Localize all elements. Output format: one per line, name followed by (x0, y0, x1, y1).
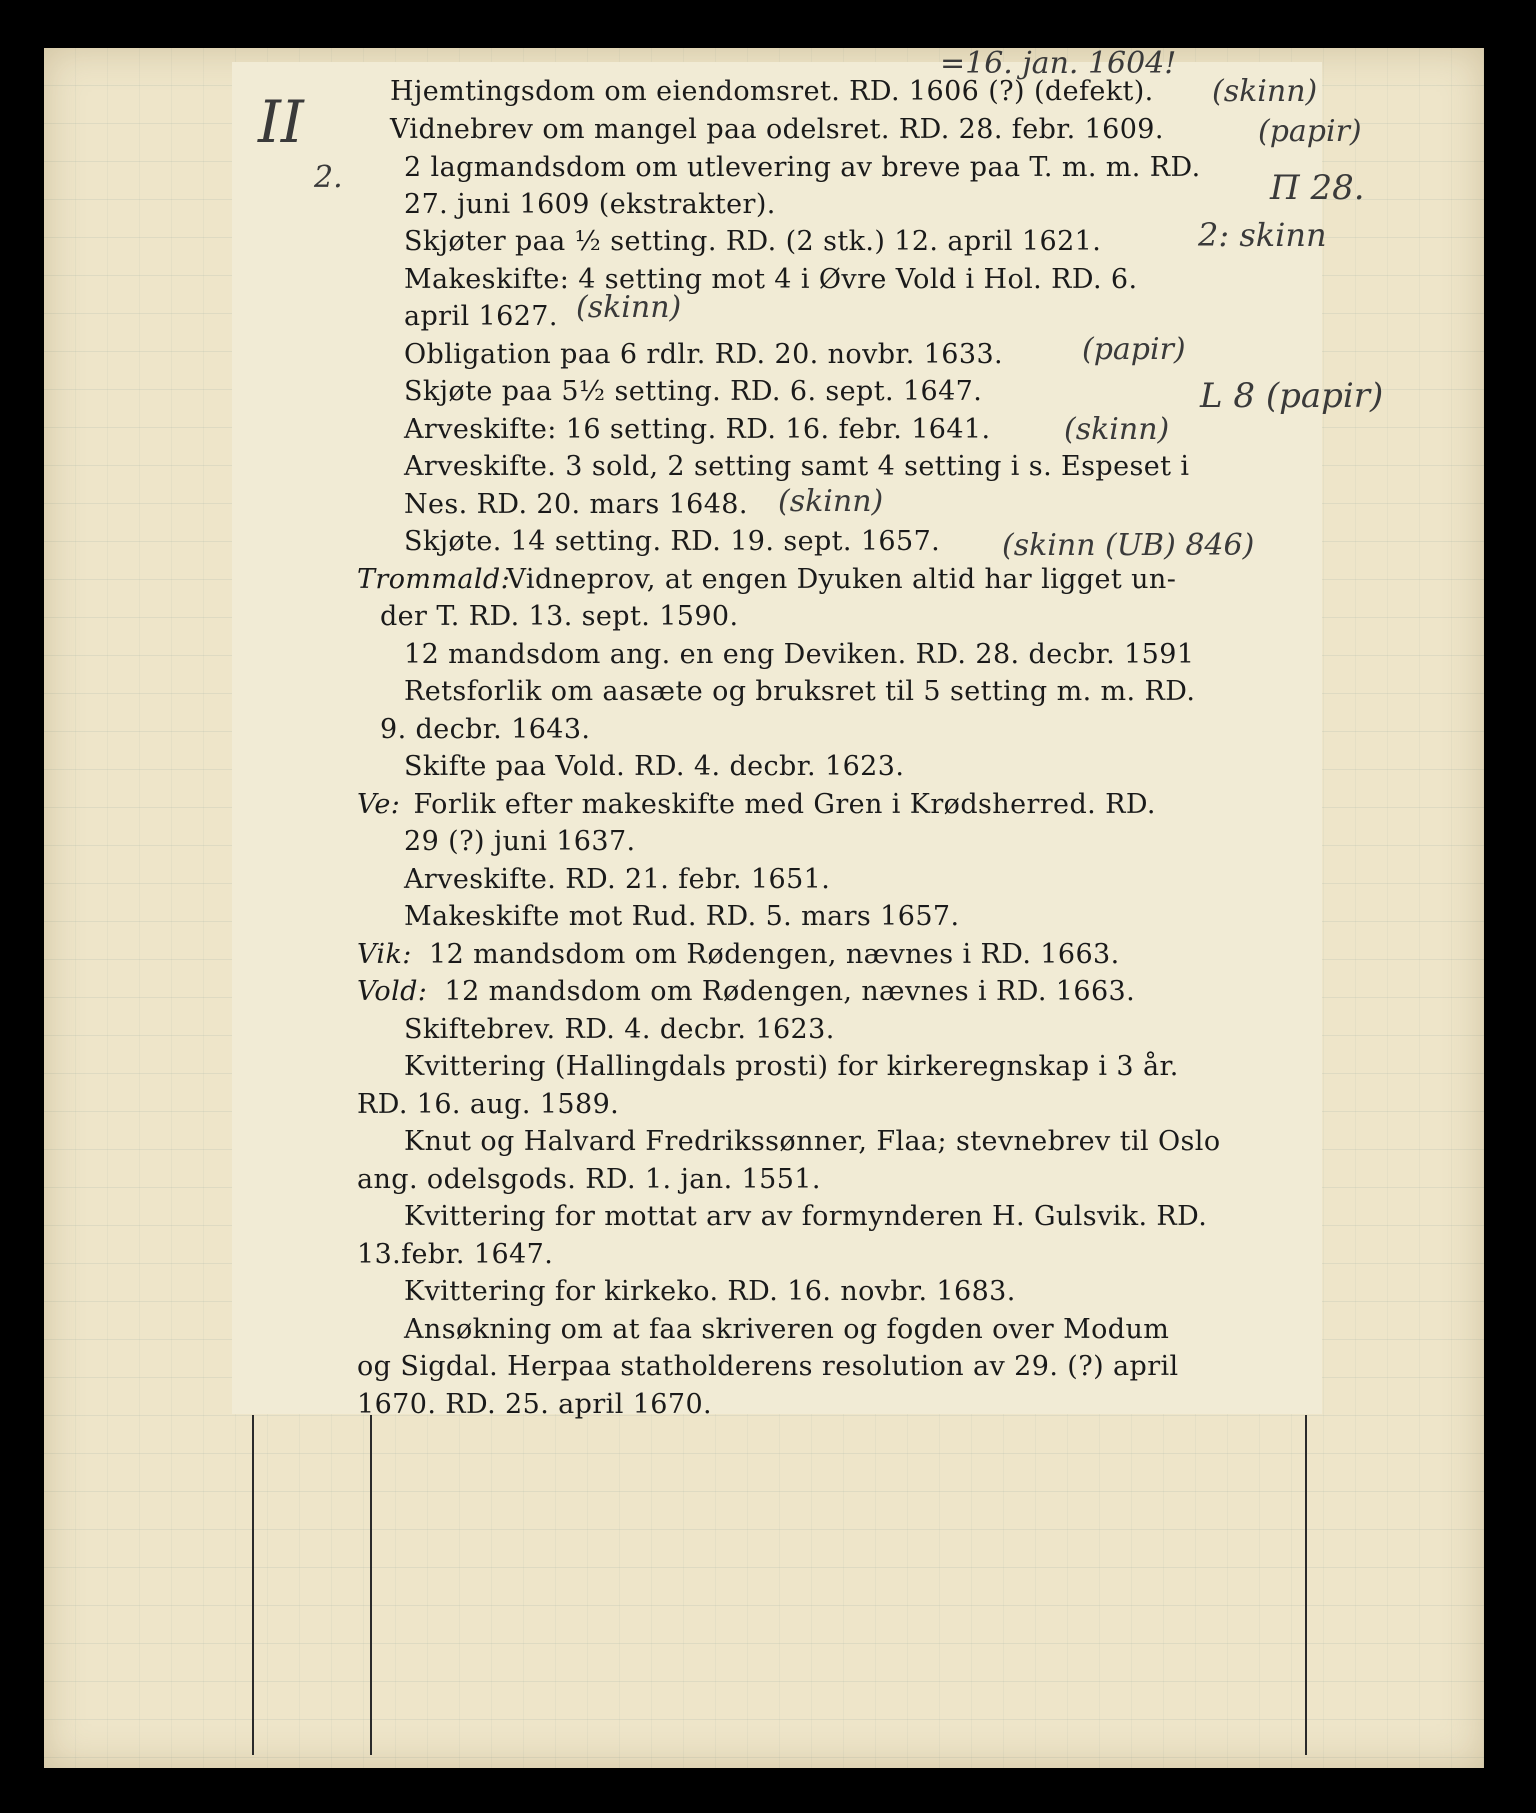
entry-text: Skjøter paa ½ setting. RD. (2 stk.) 12. april 1621. (404, 226, 1102, 257)
handwritten-roman-numeral: II (258, 88, 304, 156)
entry-text: der T. RD. 13. sept. 1590. (380, 601, 739, 632)
entry-text: Nes. RD. 20. mars 1648. (404, 489, 748, 520)
handwritten-note-7: L 8 (papir) (1200, 376, 1384, 416)
handwritten-note-8: (skinn) (1064, 412, 1170, 447)
entry-text: 12 mandsdom ang. en eng Deviken. RD. 28. decbr. 1591 (404, 639, 1195, 670)
entry-farm-label: Vold: (357, 976, 428, 1007)
handwritten-note-2: (papir) (1258, 114, 1362, 149)
entry-text: 29 (?) juni 1637. (404, 826, 636, 857)
entry-text: 12 mandsdom om Rødengen, nævnes i RD. 1663. (444, 976, 1136, 1007)
entry-text: Forlik efter makeskifte med Gren i Krødsherred. RD. (413, 789, 1156, 820)
entry-text: Vidneprov, at engen Dyuken altid har ligget un- (506, 564, 1177, 595)
entry-text: Obligation paa 6 rdlr. RD. 20. novbr. 1633. (404, 339, 1004, 370)
entry-text: Kvittering for kirkeko. RD. 16. novbr. 1683. (404, 1276, 1016, 1307)
entry-text: og Sigdal. Herpaa statholderens resolution av 29. (?) april (357, 1351, 1179, 1382)
entry-text: 27. juni 1609 (ekstrakter). (404, 189, 776, 220)
entry-text: 1670. RD. 25. april 1670. (357, 1389, 713, 1420)
entry-text: Arveskifte: 16 setting. RD. 16. febr. 1641. (404, 414, 991, 445)
entry-text: Arveskifte. 3 sold, 2 setting samt 4 setting i s. Espeset i (404, 451, 1190, 482)
entry-text: Retsforlik om aasæte og bruksret til 5 setting m. m. RD. (404, 676, 1196, 707)
entry-text: 12 mandsdom om Rødengen, nævnes i RD. 1663. (429, 939, 1120, 970)
entry-text: Knut og Halvard Fredrikssønner, Flaa; stevnebrev til Oslo (404, 1126, 1221, 1157)
entry-text: Skjøte. 14 setting. RD. 19. sept. 1657. (404, 526, 941, 557)
entry-text: april 1627. (404, 301, 558, 332)
handwritten-note-10: (skinn (UB) 846) (1002, 528, 1255, 563)
entry-text: Kvittering (Hallingdals prosti) for kirkeregnskap i 3 år. (404, 1051, 1179, 1082)
handwritten-note-3: П 28. (1270, 168, 1365, 208)
entry-farm-label: Ve: (357, 789, 401, 820)
handwritten-note-5: (skinn) (576, 290, 682, 325)
entry-text: RD. 16. aug. 1589. (357, 1089, 620, 1120)
entry-text: 13.febr. 1647. (357, 1239, 554, 1270)
entry-text: Skifte paa Vold. RD. 4. decbr. 1623. (404, 751, 905, 782)
entry-text: Makeskifte mot Rud. RD. 5. mars 1657. (404, 901, 960, 932)
entry-text: Skjøte paa 5½ setting. RD. 6. sept. 1647. (404, 376, 983, 407)
entry-farm-label: Trommald: (357, 564, 511, 595)
entry-text: Vidnebrev om mangel paa odelsret. RD. 28. febr. 1609. (390, 114, 1164, 145)
entry-text: Makeskifte: 4 setting mot 4 i Øvre Vold i Hol. RD. 6. (404, 264, 1138, 295)
entry-text: Hjemtingsdom om eiendomsret. RD. 1606 (?) (defekt). (390, 76, 1154, 107)
entry-text: 2 lagmandsdom om utlevering av breve paa T. m. m. RD. (404, 152, 1201, 183)
entry-text: Arveskifte. RD. 21. febr. 1651. (404, 864, 831, 895)
handwritten-note-11: 2. (314, 160, 343, 195)
entry-text: 9. decbr. 1643. (380, 714, 591, 745)
entry-text: Skiftebrev. RD. 4. decbr. 1623. (404, 1014, 835, 1045)
handwritten-top-date: =16. jan. 1604! (940, 46, 1177, 81)
handwritten-note-1: (skinn) (1212, 74, 1318, 109)
handwritten-note-4: 2: skinn (1198, 216, 1327, 254)
entry-text: Kvittering for mottat arv av formynderen H. Gulsvik. RD. (404, 1201, 1208, 1232)
entry-farm-label: Vik: (357, 939, 412, 970)
handwritten-note-6: (papir) (1082, 332, 1186, 367)
entry-text: Ansøkning om at faa skriveren og fogden over Modum (404, 1314, 1170, 1345)
entry-text: ang. odelsgods. RD. 1. jan. 1551. (357, 1164, 821, 1195)
handwritten-note-9: (skinn) (778, 484, 884, 519)
